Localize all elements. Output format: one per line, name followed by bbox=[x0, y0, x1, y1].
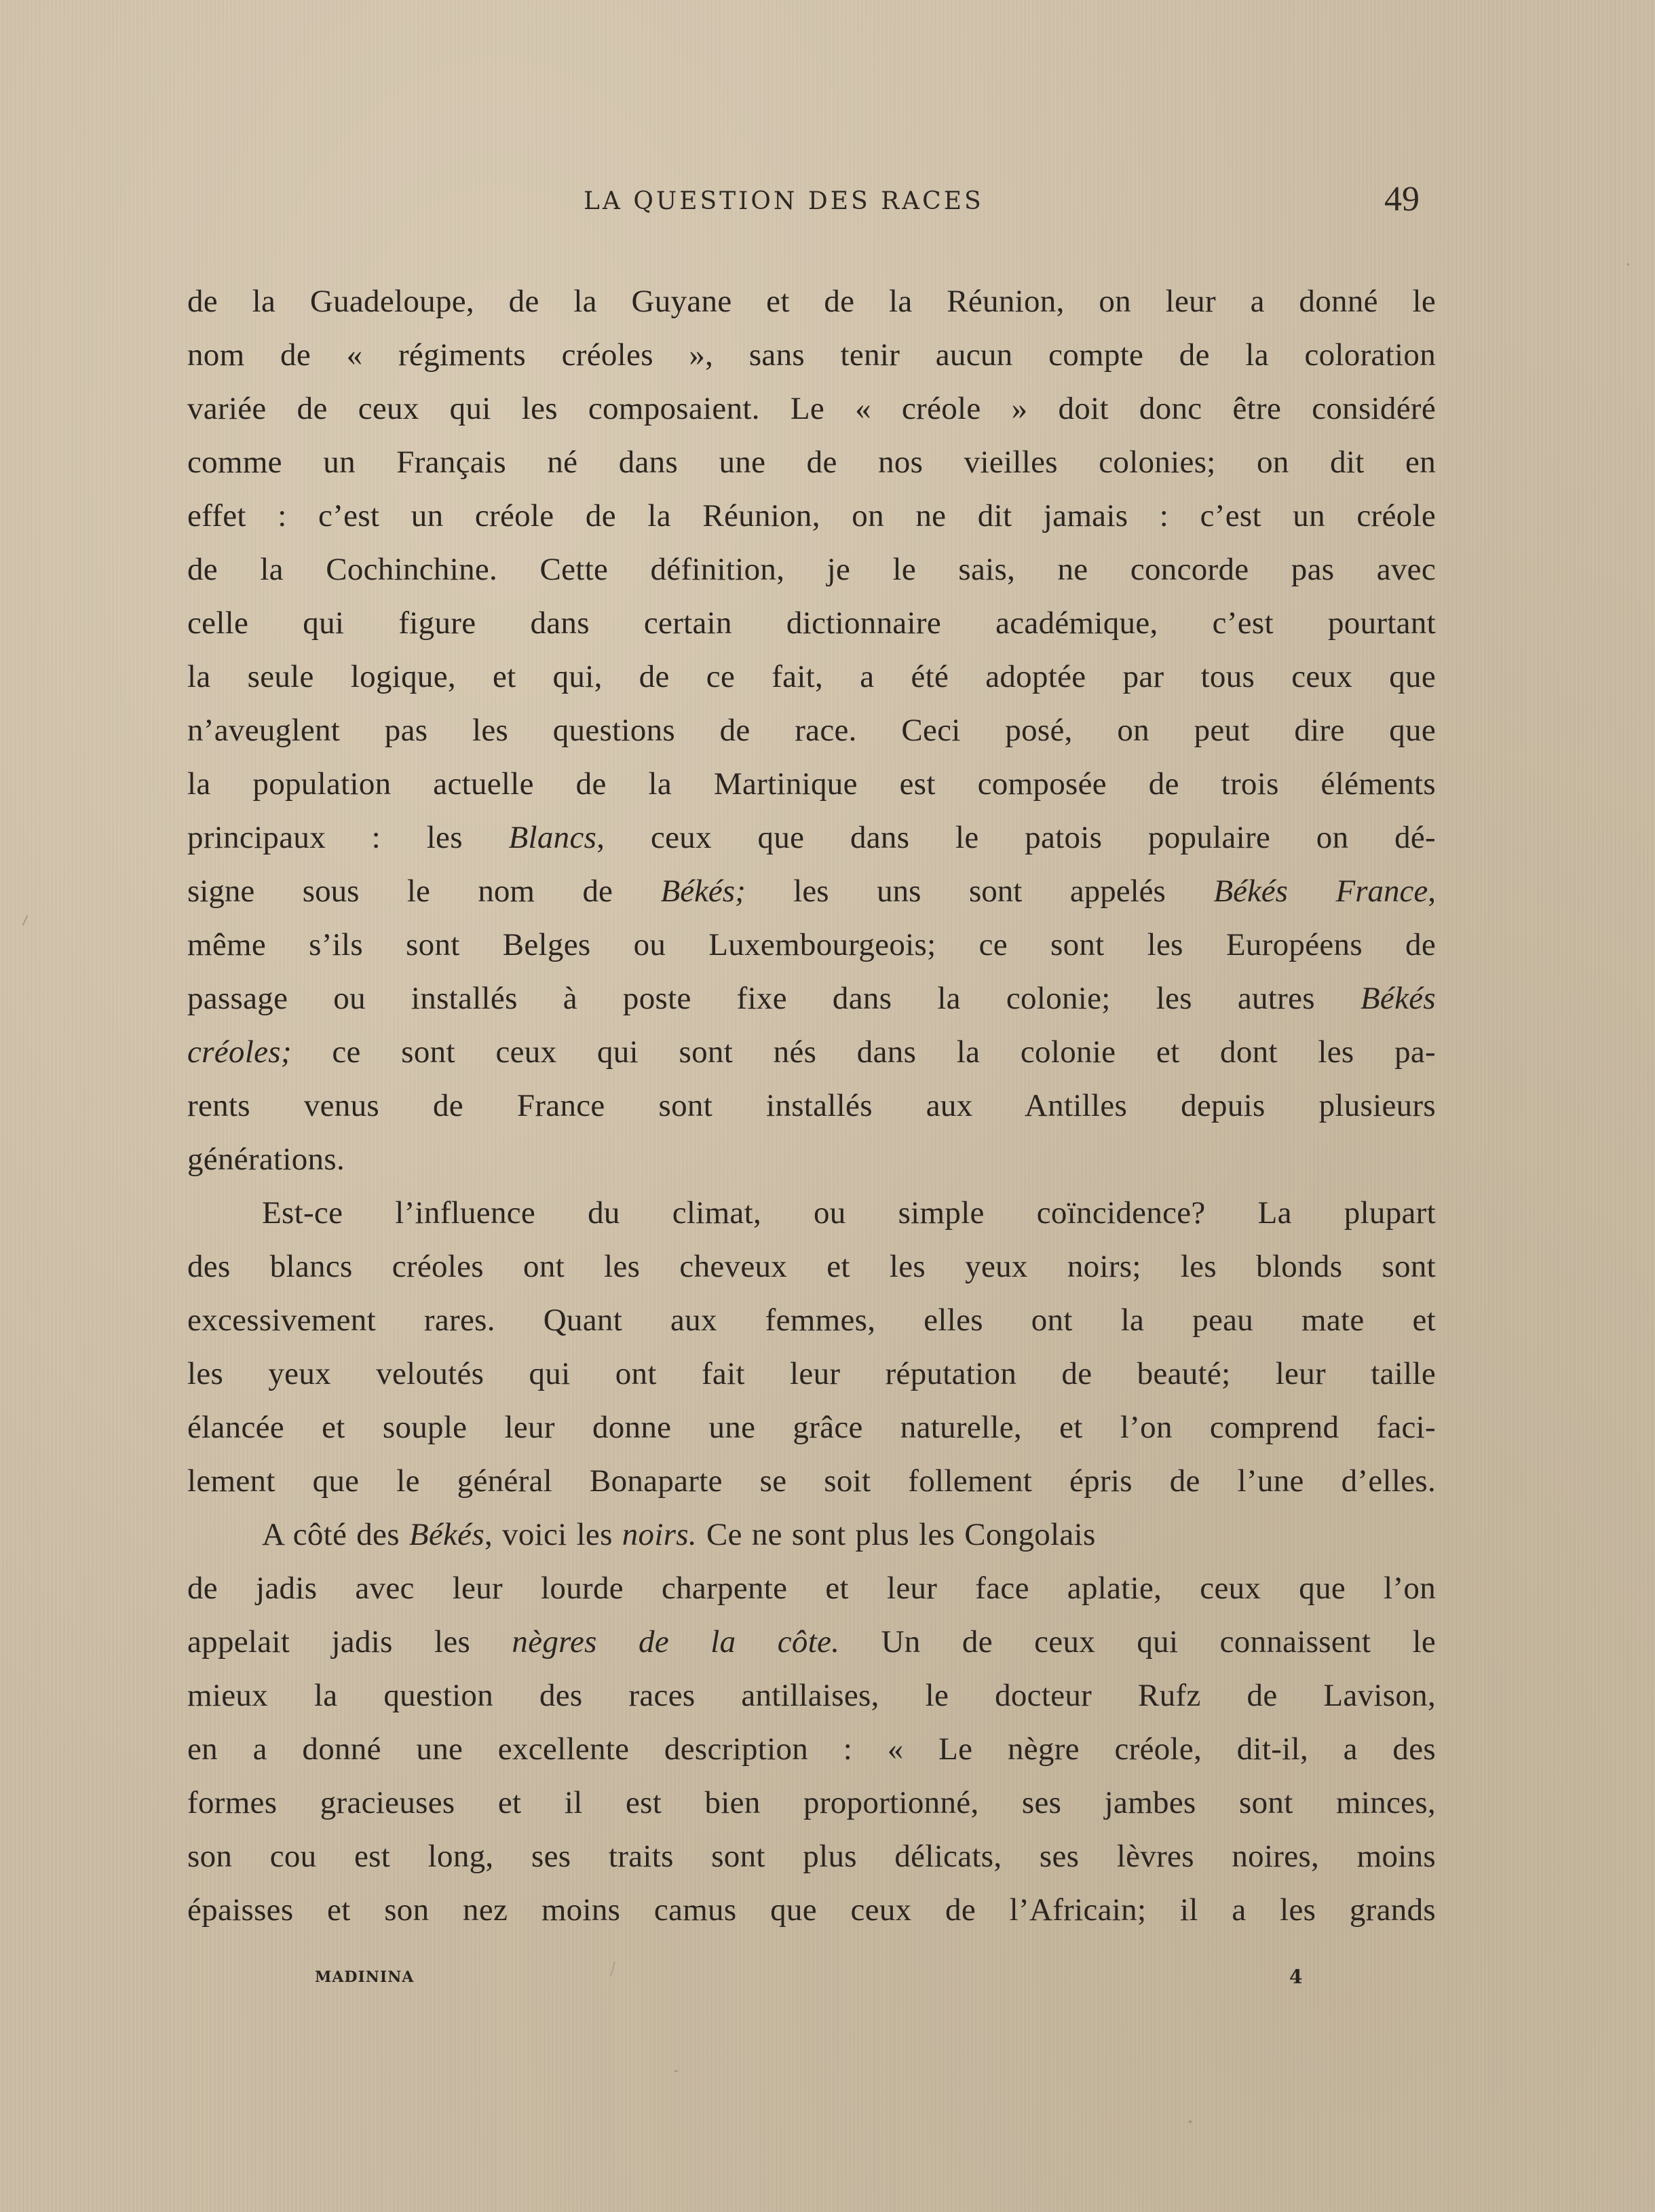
text-line bbox=[187, 1615, 1436, 1669]
text-line bbox=[187, 543, 1436, 597]
text-line bbox=[187, 1401, 1436, 1455]
text-line bbox=[187, 1776, 1436, 1830]
text-run: passage ou installés à poste fixe dans la colonie; les autres bbox=[187, 981, 1361, 1016]
italic-term: noirs. bbox=[622, 1517, 697, 1552]
text-run: lement que le général Bonaparte se soit follement épris de l’une d’elles. bbox=[187, 1463, 1436, 1499]
text-line bbox=[187, 1562, 1436, 1615]
text-line bbox=[187, 489, 1436, 543]
text-run: la seule logique, et qui, de ce fait, a été adoptée par tous ceux que bbox=[187, 659, 1436, 694]
paragraph bbox=[187, 275, 1436, 1186]
paragraph bbox=[187, 1508, 1436, 1937]
text-run: épaisses et son nez moins camus que ceux de l’Africain; il a les grands bbox=[187, 1892, 1436, 1928]
printer-signature: MADININA bbox=[315, 1968, 415, 1986]
text-run: des blancs créoles ont les cheveux et les yeux noirs; les blonds sont bbox=[187, 1249, 1436, 1284]
text-run: mieux la question des races antillaises, le docteur Rufz de Lavison, bbox=[187, 1678, 1436, 1713]
text-run: A côté des bbox=[262, 1517, 409, 1552]
text-line bbox=[187, 865, 1436, 918]
text-line bbox=[187, 275, 1436, 329]
text-run: signe sous le nom de bbox=[187, 874, 661, 909]
paper-speck bbox=[674, 2070, 678, 2072]
text-run: même s’ils sont Belges ou Luxembourgeois; ce sont les Européens de bbox=[187, 927, 1436, 962]
text-run: effet : c’est un créole de la Réunion, on ne dit jamais : c’est un créole bbox=[187, 498, 1436, 533]
text-line bbox=[187, 1133, 1436, 1186]
text-line bbox=[187, 650, 1436, 704]
text-run: de la Cochinchine. Cette définition, je le sais, ne concorde pas avec bbox=[187, 552, 1436, 587]
text-line bbox=[187, 1883, 1436, 1937]
italic-term: Békés bbox=[408, 1517, 484, 1552]
italic-term: Békés bbox=[1360, 981, 1436, 1016]
text-run: , ceux que dans le patois populaire on dé- bbox=[596, 820, 1436, 855]
paper-speck bbox=[1189, 2120, 1192, 2123]
text-line bbox=[187, 1186, 1436, 1240]
text-line bbox=[187, 1347, 1436, 1401]
text-line bbox=[187, 1240, 1436, 1294]
text-line bbox=[187, 1669, 1436, 1723]
text-line bbox=[187, 597, 1436, 650]
text-run: Ce ne sont plus les Congolais bbox=[696, 1517, 1096, 1552]
text-line bbox=[187, 436, 1436, 489]
text-line bbox=[187, 704, 1436, 757]
text-line bbox=[187, 1294, 1436, 1347]
sheet-number: 4 bbox=[1289, 1966, 1303, 1988]
italic-term: Békés; bbox=[660, 874, 746, 909]
text-run: appelait jadis les bbox=[187, 1624, 512, 1660]
italic-term: Békés France bbox=[1213, 874, 1428, 909]
page-number: 49 bbox=[1384, 180, 1420, 219]
text-run: variée de ceux qui les composaient. Le « créole » doit donc être considéré bbox=[187, 391, 1436, 426]
text-run: élancée et souple leur donne une grâce naturelle, et l’on comprend faci- bbox=[187, 1410, 1436, 1445]
text-run: ce sont ceux qui sont nés dans la colonie et dont les pa- bbox=[291, 1034, 1436, 1070]
text-run: rents venus de France sont installés aux Antilles depuis plusieurs bbox=[187, 1088, 1436, 1123]
text-run: , bbox=[1428, 874, 1436, 909]
text-run: nom de « régiments créoles », sans tenir aucun compte de la coloration bbox=[187, 337, 1436, 373]
text-line bbox=[187, 1830, 1436, 1883]
text-line bbox=[187, 1455, 1436, 1508]
text-run: la population actuelle de la Martinique est composée de trois éléments bbox=[187, 766, 1436, 802]
text-run: Est-ce l’influence du climat, ou simple coïncidence? La plupart bbox=[262, 1195, 1436, 1231]
text-run: formes gracieuses et il est bien proportionné, ses jambes sont minces, bbox=[187, 1785, 1436, 1820]
text-line bbox=[187, 1508, 1436, 1562]
text-line bbox=[187, 757, 1436, 811]
paragraph bbox=[187, 1186, 1436, 1508]
text-run: les yeux veloutés qui ont fait leur réputation de beauté; leur taille bbox=[187, 1356, 1436, 1391]
text-line bbox=[187, 329, 1436, 382]
text-run: son cou est long, ses traits sont plus délicats, ses lèvres noires, moins bbox=[187, 1839, 1436, 1874]
text-run: en a donné une excellente description : « Le nègre créole, dit-il, a des bbox=[187, 1731, 1436, 1767]
text-run: de jadis avec leur lourde charpente et leur face aplatie, ceux que l’on bbox=[187, 1571, 1436, 1606]
text-line bbox=[187, 811, 1436, 865]
paper-speck bbox=[1627, 263, 1629, 265]
text-run: excessivement rares. Quant aux femmes, elles ont la peau mate et bbox=[187, 1302, 1436, 1338]
text-run: de la Guadeloupe, de la Guyane et de la Réunion, on leur a donné le bbox=[187, 284, 1436, 319]
italic-term: nègres de la côte. bbox=[512, 1624, 840, 1660]
paper-speck bbox=[22, 915, 28, 925]
running-head bbox=[0, 180, 1655, 224]
text-run: les uns sont appelés bbox=[745, 874, 1214, 909]
text-run: Un de ceux qui connaissent le bbox=[839, 1624, 1436, 1660]
text-run: comme un Français né dans une de nos vieilles colonies; on dit en bbox=[187, 445, 1436, 480]
text-run: principaux : les bbox=[187, 820, 509, 855]
italic-term: Blancs bbox=[508, 820, 597, 855]
page-footer bbox=[0, 1968, 1655, 1995]
text-line bbox=[187, 1079, 1436, 1133]
body-text bbox=[187, 275, 1436, 1937]
italic-term: créoles; bbox=[187, 1034, 292, 1070]
text-run: n’aveuglent pas les questions de race. Ceci posé, on peut dire que bbox=[187, 713, 1436, 748]
text-line bbox=[187, 1026, 1436, 1079]
text-run: générations. bbox=[187, 1142, 345, 1177]
text-run: celle qui figure dans certain dictionnaire académique, c’est pourtant bbox=[187, 605, 1436, 641]
text-line bbox=[187, 1723, 1436, 1776]
running-title: LA QUESTION DES RACES bbox=[584, 187, 984, 215]
text-line bbox=[187, 382, 1436, 436]
text-line bbox=[187, 972, 1436, 1026]
text-run: , voici les bbox=[484, 1517, 622, 1552]
text-line bbox=[187, 918, 1436, 972]
